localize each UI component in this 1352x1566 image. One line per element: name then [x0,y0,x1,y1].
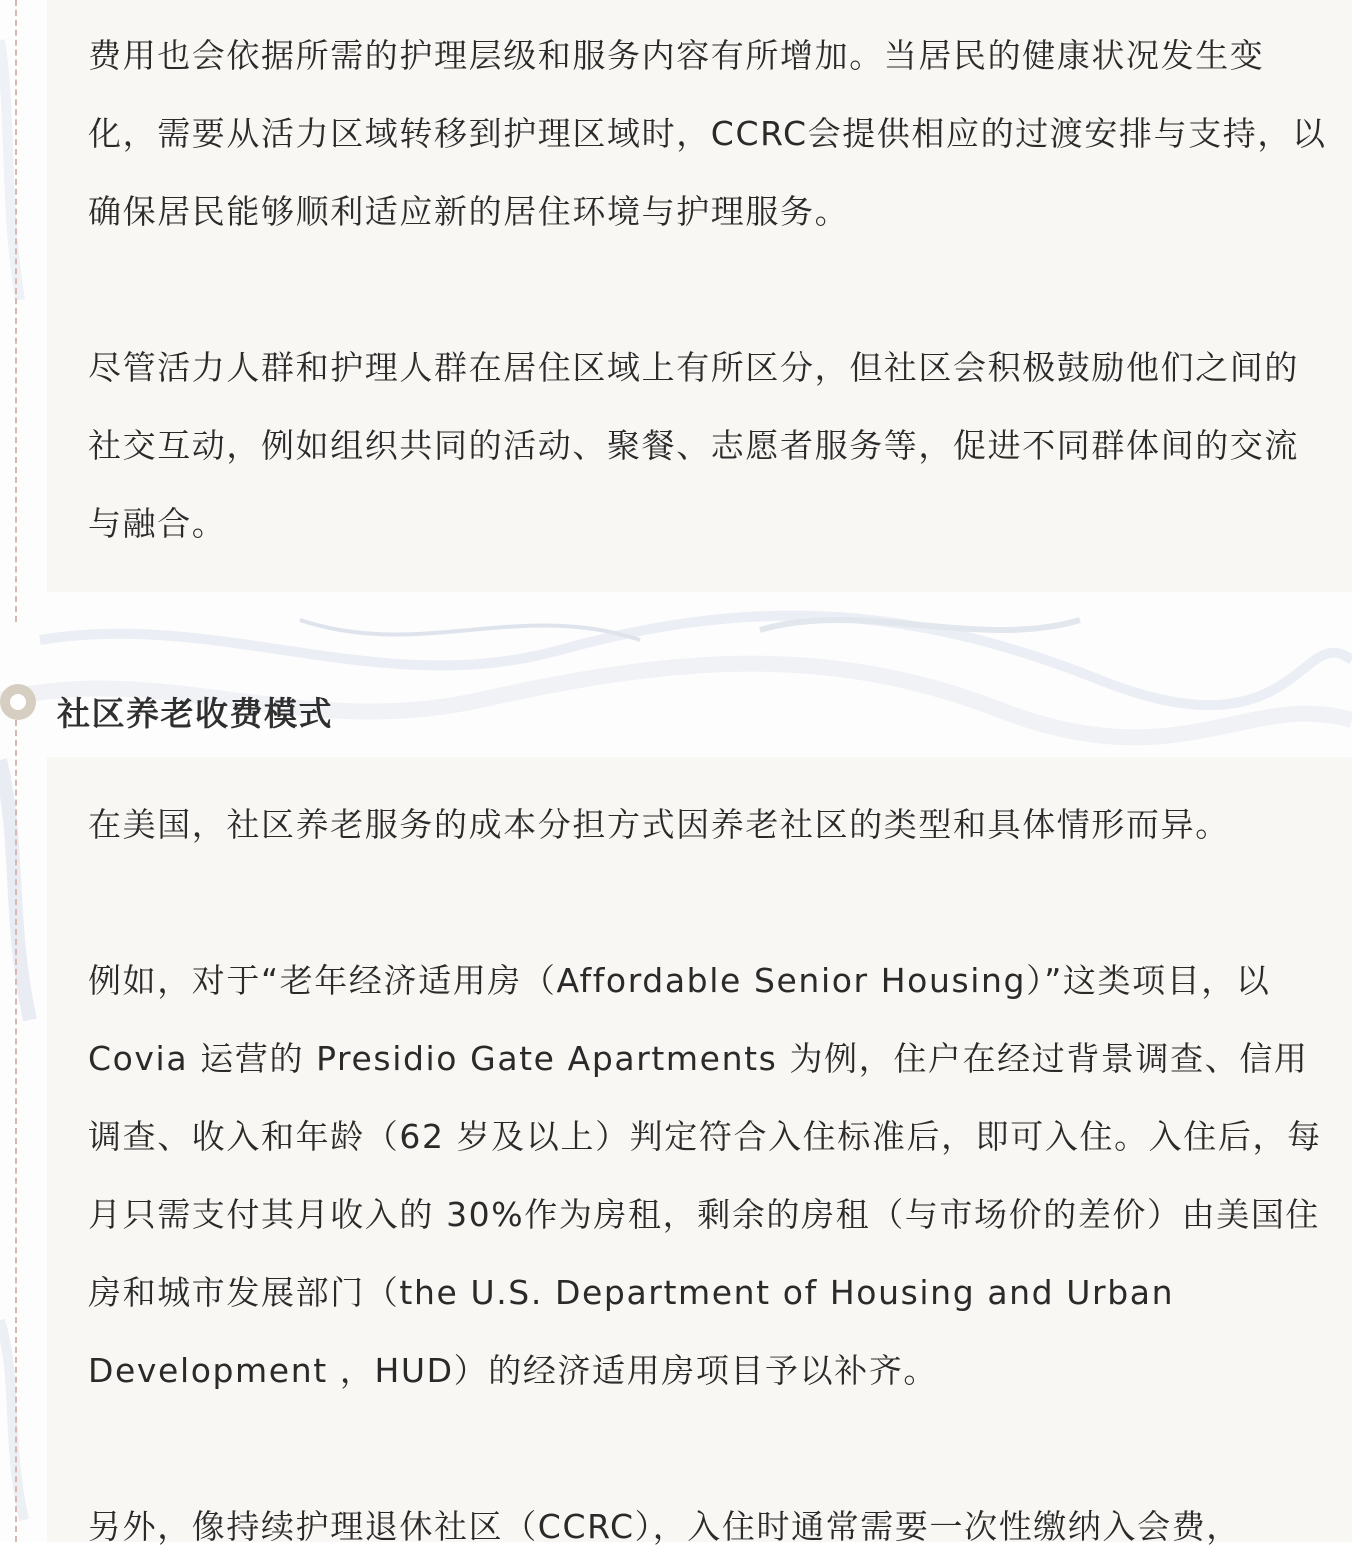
paragraph-cost-sharing: 在美国，社区养老服务的成本分担方式因养老社区的类型和具体情形而异。 [88,805,1230,844]
timeline-line-bottom [15,720,17,1542]
paragraph-spacer [88,251,1332,329]
paragraph-spacer [88,1410,1332,1488]
paragraph-ccrc-fee: 另外，像持续护理退休社区（CCRC），入住时通常需要一次性缴纳入会费， [88,1507,1241,1546]
paragraph-social-interaction: 尽管活力人群和护理人群在居住区域上有所区分，但社区会积极鼓励他们之间的社交互动，例如组织共同的活动、聚餐、志愿者服务等，促进不同群体间的交流与融合。 [88,348,1299,543]
paragraph-spacer [88,864,1332,942]
section-title: 社区养老收费模式 [57,694,333,733]
paragraph-affordable-housing: 例如，对于“老年经济适用房（Affordable Senior Housing）”这类项目，以 Covia 运营的 Presidio Gate Apartments 为例，住户在经过背景调查、信用调查、收入和年龄（62 岁及以上）判定符合入住标准后，即可入住。入住后，每月只需支付其月收入的 30%作为房租，剩余的房租（与市场价的差价）由美国住房和城市发展部门（the U.S. Department of Housing and Urban Development ，HUD）的经济适用房项目予以补齐。 [88,961,1322,1390]
timeline-line-top [15,0,17,622]
paragraph-care-transition: 费用也会依据所需的护理层级和服务内容有所增加。当居民的健康状况发生变化，需要从活力区域转移到护理区域时，CCRC会提供相应的过渡安排与支持，以确保居民能够顺利适应新的居住环境与护理服务。 [88,36,1327,231]
content-card-top [47,0,1352,592]
content-card-bottom [47,757,1352,1546]
timeline-dot-icon [0,684,36,720]
